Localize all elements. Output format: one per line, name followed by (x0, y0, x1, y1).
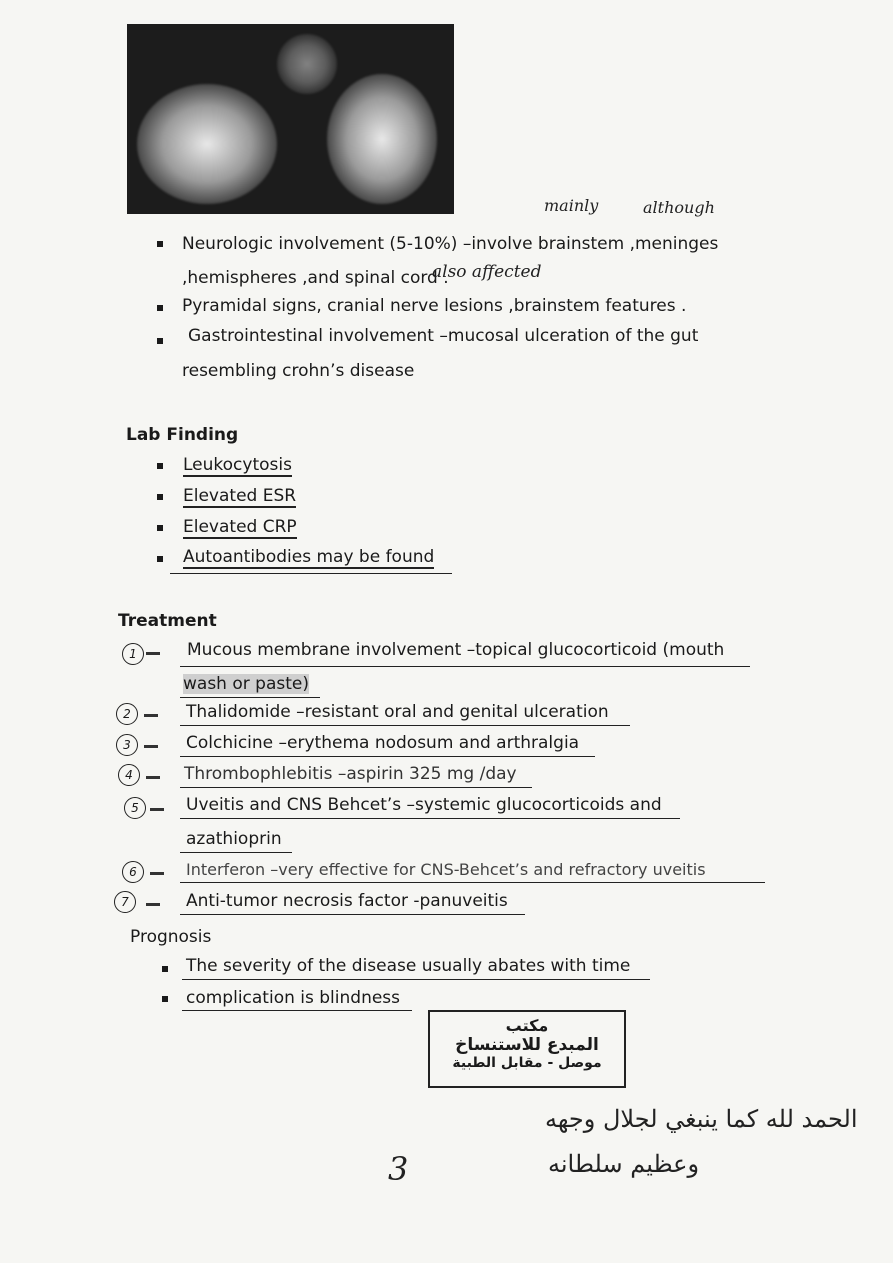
handwritten-underline (180, 697, 320, 698)
arrow-icon (150, 872, 164, 875)
handwritten-note-mainly: mainly (544, 196, 599, 215)
arrow-icon (146, 652, 160, 655)
lab-item: Autoantibodies may be found (183, 547, 435, 567)
handwritten-underline (180, 787, 532, 788)
pyramidal-line: Pyramidal signs, cranial nerve lesions ,brainstem features . (182, 296, 687, 316)
arrow-icon (146, 903, 160, 906)
bullet (157, 556, 163, 562)
treatment-item-7: Anti-tumor necrosis factor -panuveitis (186, 891, 508, 911)
lab-item: Elevated ESR (183, 486, 297, 506)
handwritten-underline (180, 666, 750, 667)
handwritten-underline (180, 914, 525, 915)
lab-heading: Lab Finding (126, 425, 239, 445)
prognosis-item: The severity of the disease usually abates with time (186, 956, 631, 976)
bullet (157, 494, 163, 500)
handwritten-underline (180, 852, 292, 853)
handwritten-note-although: although (643, 198, 715, 217)
bullet (157, 463, 163, 469)
treatment-item-1-line-1: Mucous membrane involvement –topical glucocorticoid (mouth (187, 640, 725, 660)
handwritten-underline (182, 1010, 412, 1011)
stamp-line-2: المبدع للاستنساخ (455, 1035, 599, 1055)
prognosis-heading: Prognosis (130, 927, 212, 947)
page-number: 3 (388, 1150, 409, 1188)
arrow-icon (150, 808, 164, 811)
bullet (162, 996, 168, 1002)
number-circle: 1 (122, 643, 144, 665)
neuro-line-1: Neurologic involvement (5-10%) –involve brainstem ,meninges (182, 234, 719, 254)
arrow-icon (144, 745, 158, 748)
gi-line-2: resembling crohn’s disease (182, 361, 415, 381)
bullet (157, 525, 163, 531)
handwritten-note-also-affected: also affected (432, 262, 542, 282)
handwritten-arabic-line-2: وعظيم سلطانه (548, 1150, 700, 1178)
number-circle: 5 (124, 797, 146, 819)
arrow-icon (146, 776, 160, 779)
number-circle: 3 (116, 734, 138, 756)
treatment-item-2: Thalidomide –resistant oral and genital ulceration (186, 702, 609, 722)
arrow-icon (144, 714, 158, 717)
handwritten-underline (180, 756, 595, 757)
bullet (162, 966, 168, 972)
treatment-item-3: Colchicine –erythema nodosum and arthralgia (186, 733, 580, 753)
lab-item: Leukocytosis (183, 455, 292, 475)
bullet (157, 241, 163, 247)
treatment-item-5-line-1: Uveitis and CNS Behcet’s –systemic glucocorticoids and (186, 795, 662, 815)
handwritten-underline (180, 725, 630, 726)
treatment-item-4: Thrombophlebitis –aspirin 325 mg /day (184, 764, 517, 784)
number-circle: 4 (118, 764, 140, 786)
handwritten-underline (180, 882, 765, 883)
neuro-line-2: ,hemispheres ,and spinal cord . (182, 268, 449, 288)
prognosis-item: complication is blindness (186, 988, 401, 1008)
stamp-line-3: موصل - مقابل الطبية (452, 1055, 602, 1071)
handwritten-arabic-line-1: الحمد لله كما ينبغي لجلال وجهه (545, 1105, 858, 1133)
handwritten-underline (182, 979, 650, 980)
shop-stamp (428, 1010, 626, 1088)
lab-item: Elevated CRP (183, 517, 297, 537)
stamp-line-1: مكتب (505, 1016, 549, 1035)
bullet (157, 338, 163, 344)
treatment-item-5-line-2: azathioprin (186, 829, 282, 849)
handwritten-underline (170, 573, 452, 574)
handwritten-underline (180, 818, 680, 819)
treatment-heading: Treatment (118, 611, 217, 631)
gi-line-1: Gastrointestinal involvement –mucosal ulceration of the gut (188, 326, 699, 346)
mri-scan-image (127, 24, 454, 214)
number-circle: 6 (122, 861, 144, 883)
number-circle: 2 (116, 703, 138, 725)
number-circle: 7 (114, 891, 136, 913)
bullet (157, 305, 163, 311)
treatment-item-1-line-2: wash or paste) (183, 674, 309, 694)
treatment-item-6: Interferon –very effective for CNS-Behcet’s and refractory uveitis (186, 860, 706, 879)
